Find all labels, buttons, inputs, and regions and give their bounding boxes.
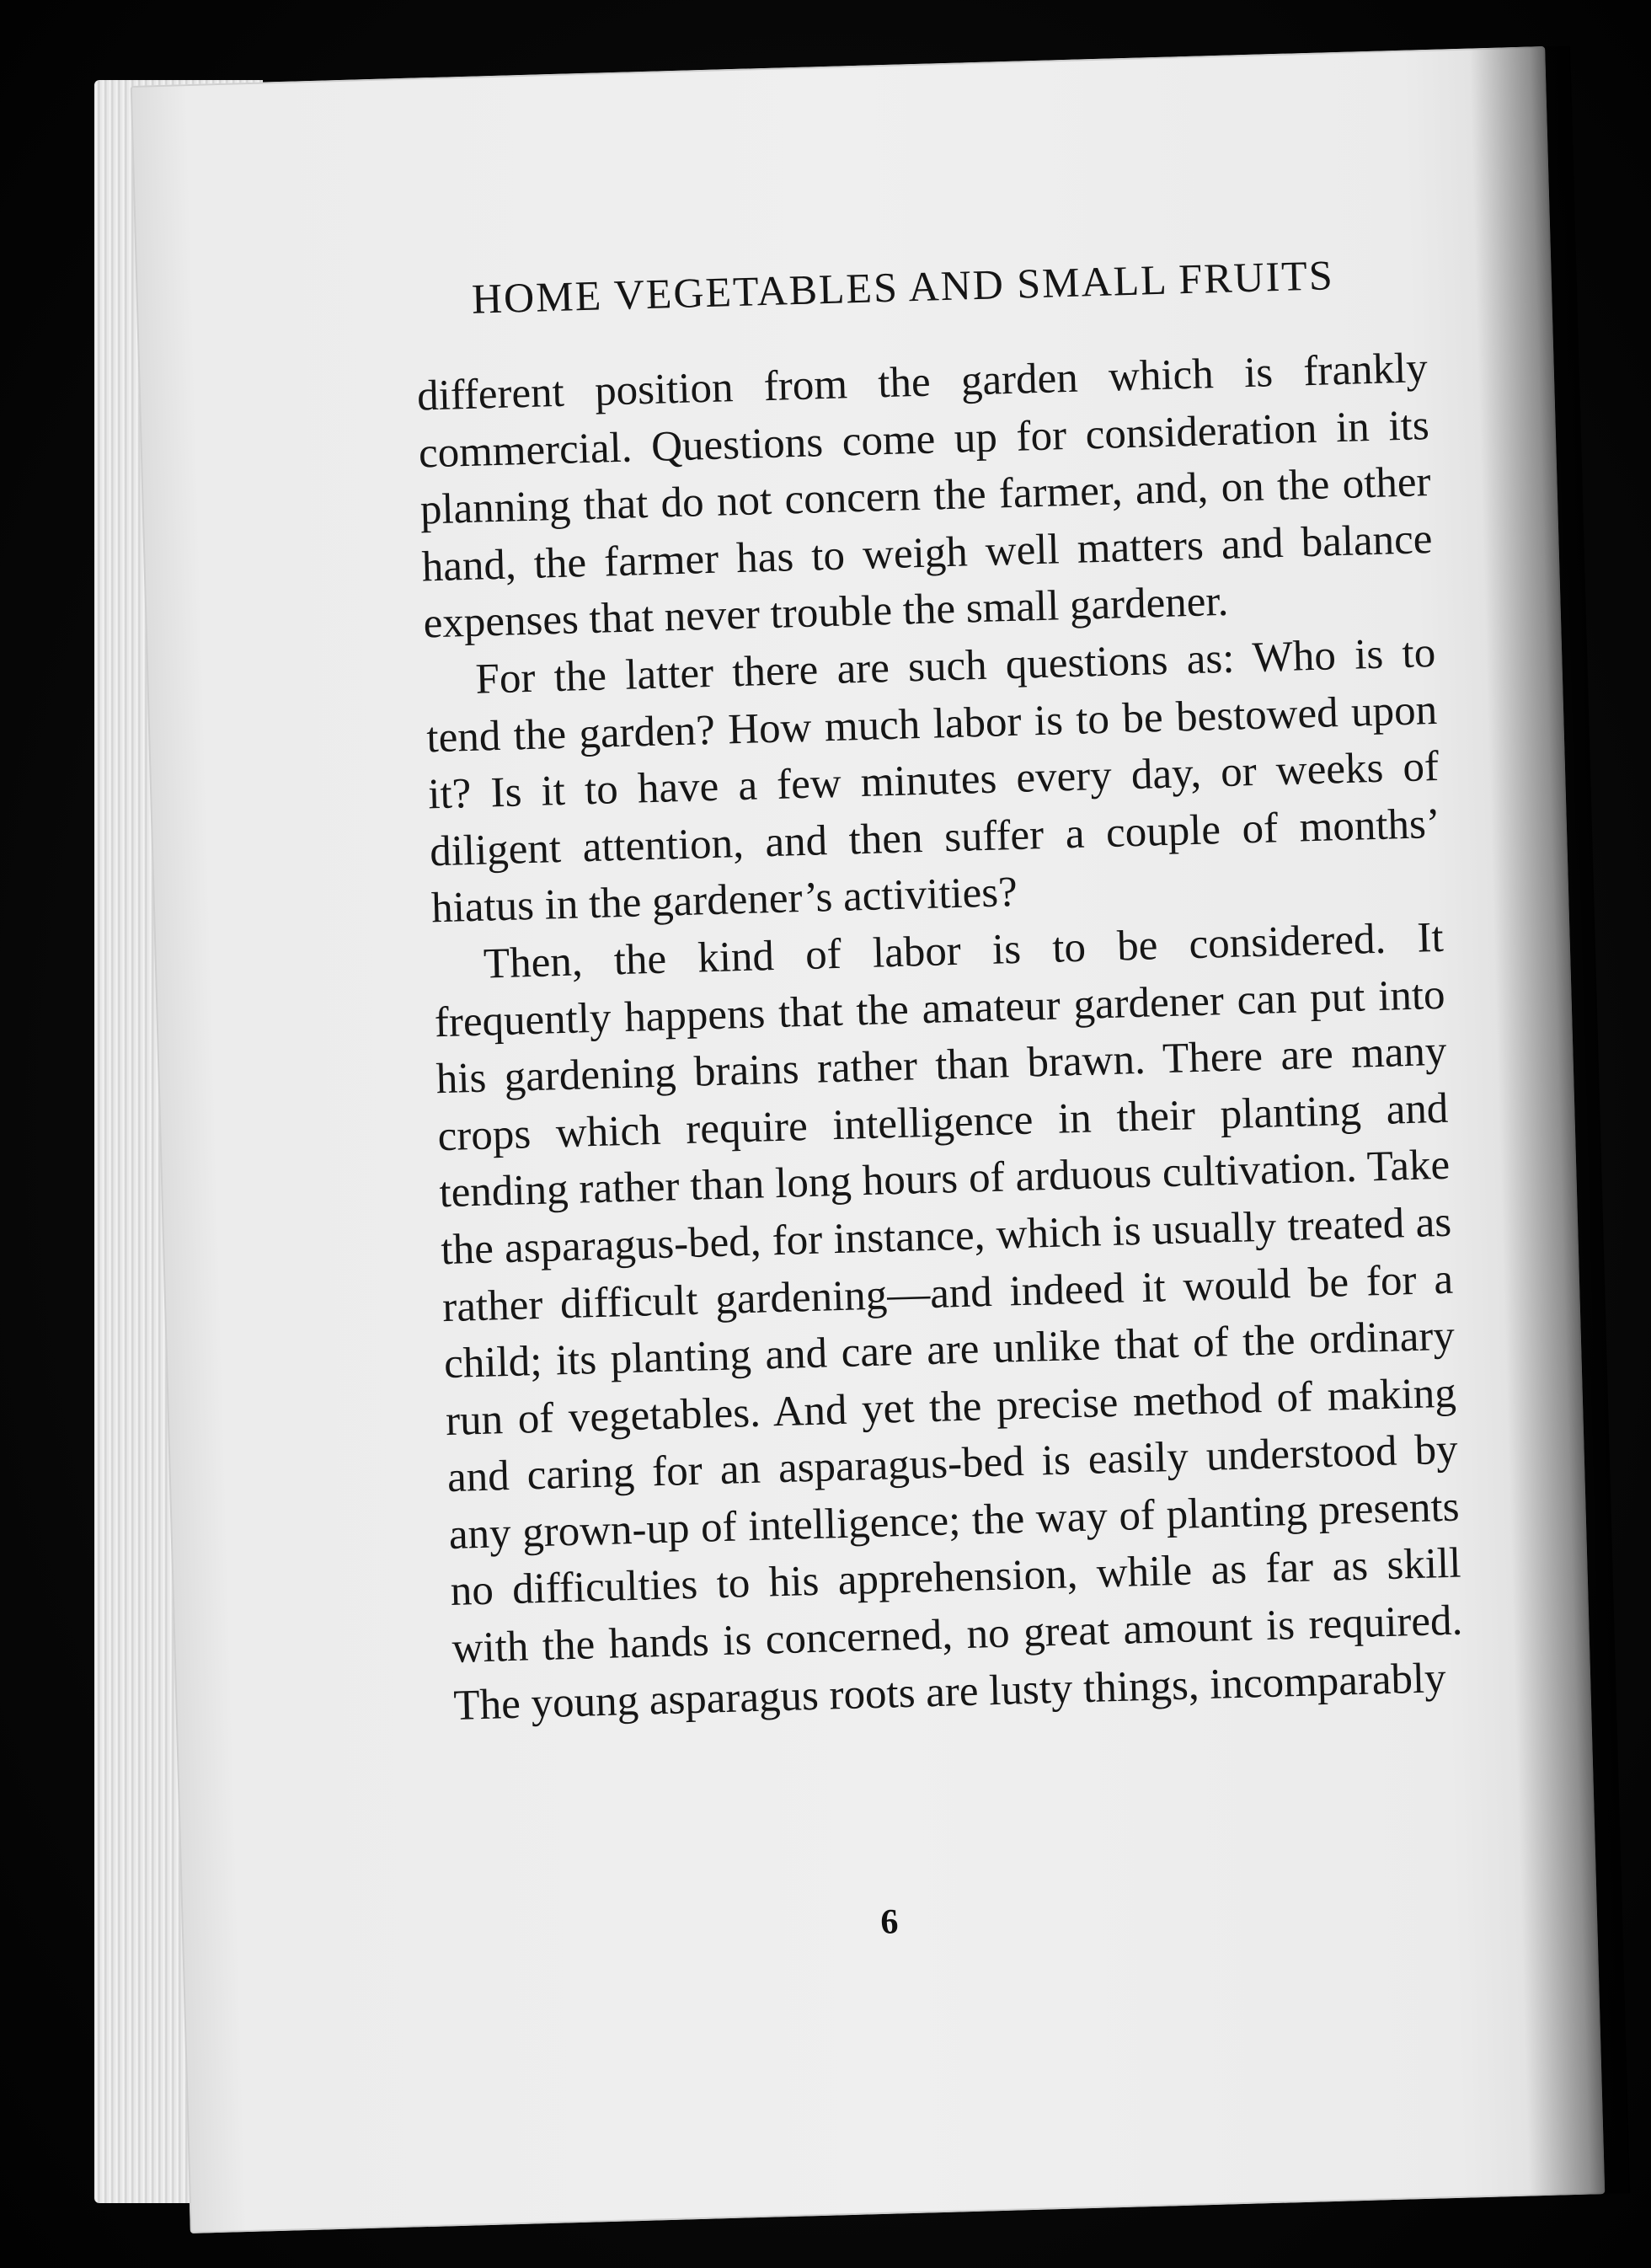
paragraph: Then, the kind of labor is to be considered. It frequently happens that the amateur gardener can put into his gardening brains rather than brawn. There are many crops which require intelligence in their planting and tending rather than long hours of arduous cultivation. Take the asparagus-bed, for instance, which is usually treated as rather difficult gardening—and indeed it would be for a child; its planting and care are unlike that of the ordinary run of vegetables. And yet the precise method of making and caring for an asparagus-bed is easily understood by any grown-up of intelligence; the way of planting presents no difficulties to his apprehension, while as far as skill with the hands is concerned, no great amount is required. The young asparagus roots are lusty things, incomparably: [434, 913, 1463, 1730]
paragraph: different position from the garden which is frankly commercial. Questions come up for consideration in its planning that do not concern the farmer, and, on the other hand, the farmer has to weigh well matters and balance expenses that never trouble the small gardener.: [416, 345, 1434, 648]
running-head: HOME VEGETABLES AND SMALL FRUITS: [471, 251, 1335, 323]
body-text: [416, 340, 1465, 1735]
book-page: [131, 46, 1606, 2233]
paragraph: For the latter there are such questions as: Who is to tend the garden? How much labor is to be bestowed upon it? Is it to have a few minutes every day, or weeks of diligent attention, and then suffer a couple of months’ hiatus in the gardener’s activities?: [425, 629, 1441, 933]
page-number: 6: [879, 1902, 900, 1942]
